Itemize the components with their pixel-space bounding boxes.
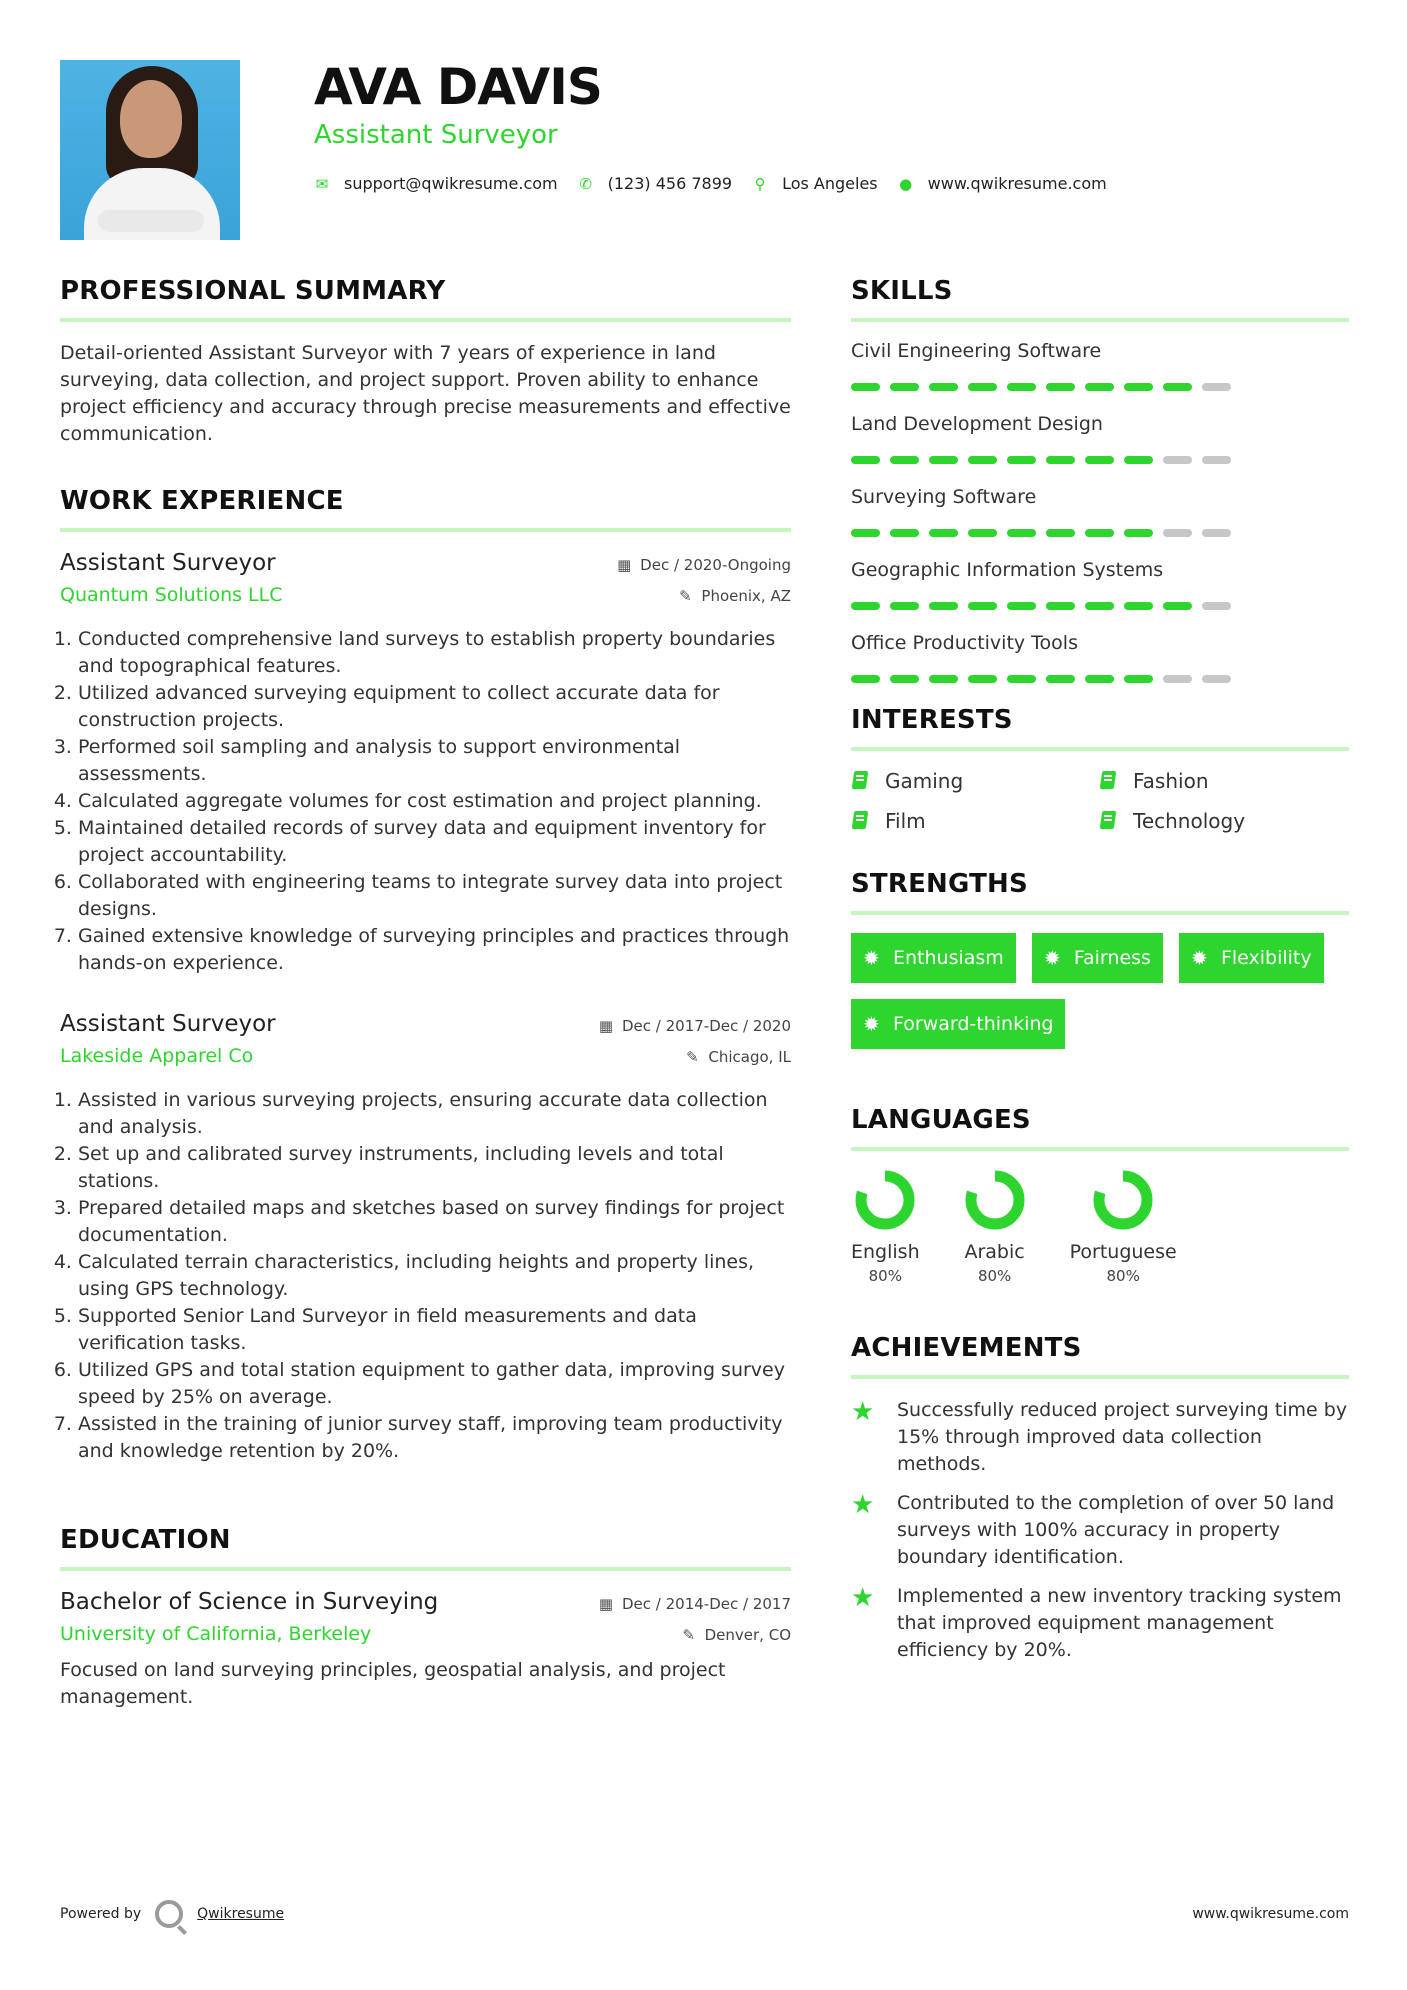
job-title: Assistant Surveyor [60,550,276,576]
education-title: EDUCATION [60,1525,231,1555]
degree-title: Bachelor of Science in Surveying [60,1589,439,1615]
star-icon: ★ [851,1397,875,1427]
list-item: 2. Utilized advanced surveying equipment to collect accurate data for construction projects. [78,680,791,734]
education-section [60,1525,791,1711]
meter-dot-filled [1046,602,1075,610]
language-ring [964,1169,1026,1231]
brand-link[interactable]: Qwikresume [197,1906,285,1922]
badge-icon [1044,949,1062,967]
meter-dot-filled [929,602,958,610]
left-column [60,276,791,1711]
meter-dot-filled [1085,602,1114,610]
interests-title: INTERESTS [851,705,1013,735]
experience-section [60,486,791,1465]
language-ring [854,1169,916,1231]
achievement-text: Successfully reduced project surveying time by 15% through improved data collection methods. [897,1399,1348,1475]
pushpin-icon: ✎ [682,1626,695,1644]
contact-phone[interactable]: (123) 456 7899 [607,174,733,193]
strength-tag [851,933,1016,983]
list-item: 3. Performed soil sampling and analysis to support environmental assessments. [78,734,791,788]
language-item [964,1169,1026,1285]
language-ring [1092,1169,1154,1231]
language-name: English [851,1241,920,1263]
achievement-item [851,1490,1349,1571]
skill-item [851,559,1349,610]
strength-label: Forward-thinking [893,1013,1054,1035]
strength-label: Flexibility [1220,947,1312,969]
achievement-text: Contributed to the completion of over 50 land surveys with 100% accuracy in property boundary identification. [897,1492,1335,1568]
candidate-name: AVA DAVIS [314,58,602,116]
education-location: Denver, CO [704,1626,791,1644]
footer-url[interactable]: www.qwikresume.com [1192,1906,1349,1922]
meter-dot-filled [890,602,919,610]
section-divider [851,911,1349,915]
meter-dot-empty [1163,675,1192,683]
section-divider [851,318,1349,322]
calendar-icon: ▦ [598,1017,614,1035]
interests-section [851,705,1349,833]
skill-name: Surveying Software [851,486,1037,508]
meter-dot-filled [851,675,880,683]
pushpin-icon: ✎ [686,1048,699,1066]
book-icon [851,811,869,831]
meter-dot-filled [1046,675,1075,683]
skill-meter [851,383,1349,391]
calendar-icon: ▦ [617,556,632,574]
strength-label: Fairness [1073,947,1151,969]
skill-name: Land Development Design [851,413,1103,435]
strengths-title: STRENGTHS [851,869,1028,899]
meter-dot-filled [890,529,919,537]
list-item: 7. Assisted in the training of junior survey staff, improving team productivity and knowledge retention by 20%. [78,1411,791,1465]
section-divider [60,318,791,322]
list-item: 1. Assisted in various surveying projects, ensuring accurate data collection and analysis. [78,1087,791,1141]
contact-website[interactable]: www.qwikresume.com [927,174,1107,193]
meter-dot-filled [890,456,919,464]
section-divider [851,1375,1349,1379]
meter-dot-filled [1163,383,1192,391]
book-icon [851,771,869,791]
job-dates: Dec / 2020-Ongoing [640,556,791,574]
experience-title: WORK EXPERIENCE [60,486,344,516]
skill-meter [851,602,1349,610]
candidate-role: Assistant Surveyor [314,120,558,150]
list-item: 4. Calculated terrain characteristics, including heights and property lines, using GPS technology. [78,1249,791,1303]
language-item [1070,1169,1177,1285]
achievements-section [851,1333,1349,1664]
star-icon: ★ [851,1490,875,1520]
interest-label: Film [885,809,926,833]
strength-label: Enthusiasm [893,947,1004,969]
book-icon [1099,811,1117,831]
meter-dot-filled [1163,602,1192,610]
language-percent: 80% [868,1267,902,1285]
strength-tag [851,999,1065,1049]
summary-section [60,276,791,448]
list-item: 2. Set up and calibrated survey instruments, including levels and total stations. [78,1141,791,1195]
meter-dot-filled [1085,529,1114,537]
meter-dot-filled [1085,675,1114,683]
powered-by-label: Powered by [60,1906,142,1922]
globe-icon: ● [899,174,913,193]
section-divider [851,1147,1349,1151]
badge-icon [1191,949,1209,967]
interest-label: Technology [1133,809,1246,833]
list-item: 6. Collaborated with engineering teams to integrate survey data into project designs. [78,869,791,923]
meter-dot-filled [1007,456,1036,464]
right-column [851,276,1349,1676]
meter-dot-empty [1163,456,1192,464]
education-dates: Dec / 2014-Dec / 2017 [622,1595,791,1613]
meter-dot-filled [1085,383,1114,391]
list-item: 7. Gained extensive knowledge of surveying principles and practices through hands-on experience. [78,923,791,977]
meter-dot-filled [1124,529,1153,537]
skill-item [851,340,1349,391]
job-bullets [60,626,791,977]
interest-item [1099,809,1347,833]
meter-dot-filled [1124,383,1153,391]
meter-dot-filled [968,675,997,683]
achievement-item [851,1397,1349,1478]
meter-dot-empty [1163,529,1192,537]
meter-dot-empty [1202,529,1231,537]
map-pin-icon: ⚲ [754,174,766,193]
language-ring-arc [971,1176,1019,1224]
meter-dot-filled [968,529,997,537]
list-item: 6. Utilized GPS and total station equipment to gather data, improving survey speed by 25% on average. [78,1357,791,1411]
contact-location: Los Angeles [782,174,878,193]
pushpin-icon: ✎ [679,587,692,605]
education-text: Focused on land surveying principles, geospatial analysis, and project management. [60,1659,726,1708]
skill-item [851,632,1349,683]
list-item: 3. Prepared detailed maps and sketches based on survey findings for project documentation. [78,1195,791,1249]
job-location: Chicago, IL [708,1048,791,1066]
list-item: 4. Calculated aggregate volumes for cost estimation and project planning. [78,788,791,815]
meter-dot-filled [929,383,958,391]
qwikresume-logo-icon [155,1900,183,1928]
badge-icon [863,1015,881,1033]
achievements-title: ACHIEVEMENTS [851,1333,1082,1363]
summary-text: Detail-oriented Assistant Surveyor with 7 years of experience in land surveying, data collection, and project support. Proven ability to enhance project efficiency and accuracy through precise measurements and effective communication. [60,342,791,445]
meter-dot-filled [1046,529,1075,537]
skill-meter [851,675,1349,683]
meter-dot-filled [1046,456,1075,464]
skill-item [851,413,1349,464]
list-item: 1. Conducted comprehensive land surveys to establish property boundaries and topographical features. [78,626,791,680]
envelope-icon: ✉ [315,174,329,193]
meter-dot-empty [1202,602,1231,610]
language-item [851,1169,920,1285]
interest-label: Gaming [885,769,964,793]
school-name: University of California, Berkeley [60,1623,372,1645]
meter-dot-filled [890,383,919,391]
section-divider [851,747,1349,751]
skill-meter [851,529,1349,537]
meter-dot-filled [929,529,958,537]
meter-dot-filled [968,383,997,391]
interest-item [851,769,1099,793]
meter-dot-filled [1007,675,1036,683]
job-entry [60,1011,791,1465]
job-entry [60,550,791,977]
meter-dot-empty [1202,456,1231,464]
language-name: Arabic [964,1241,1025,1263]
profile-photo [60,60,240,240]
book-icon [1099,771,1117,791]
skill-name: Civil Engineering Software [851,340,1102,362]
language-percent: 80% [977,1267,1012,1285]
interest-label: Fashion [1133,769,1209,793]
meter-dot-filled [929,675,958,683]
section-divider [60,528,791,532]
meter-dot-filled [851,456,880,464]
skill-name: Geographic Information Systems [851,559,1164,581]
language-ring-arc [1099,1176,1147,1224]
summary-title: PROFESSIONAL SUMMARY [60,276,446,306]
meter-dot-filled [1046,383,1075,391]
meter-dot-filled [851,529,880,537]
strength-tag [1179,933,1324,983]
skills-title: SKILLS [851,276,953,306]
contact-bar [314,174,1127,193]
achievement-item [851,1583,1349,1664]
skills-section [851,276,1349,683]
list-item: 5. Supported Senior Land Surveyor in field measurements and data verification tasks. [78,1303,791,1357]
meter-dot-filled [851,383,880,391]
achievement-text: Implemented a new inventory tracking system that improved equipment management efficiency by 20%. [897,1585,1342,1661]
languages-title: LANGUAGES [851,1105,1031,1135]
skill-name: Office Productivity Tools [851,632,1078,654]
meter-dot-empty [1202,383,1231,391]
language-name: Portuguese [1069,1241,1177,1263]
job-dates: Dec / 2017-Dec / 2020 [622,1017,791,1035]
contact-email[interactable]: support@qwikresume.com [344,174,558,193]
meter-dot-filled [851,602,880,610]
meter-dot-filled [1007,602,1036,610]
meter-dot-filled [1085,456,1114,464]
strength-tag [1032,933,1163,983]
interest-item [1099,769,1347,793]
company-name: Lakeside Apparel Co [60,1045,254,1067]
phone-icon: ✆ [579,174,592,193]
strengths-section [851,869,1349,1065]
section-divider [60,1567,791,1571]
list-item: 5. Maintained detailed records of survey data and equipment inventory for project accountability. [78,815,791,869]
company-name: Quantum Solutions LLC [60,584,283,606]
calendar-icon: ▦ [598,1595,614,1613]
skill-meter [851,456,1349,464]
interest-item [851,809,1099,833]
meter-dot-filled [968,602,997,610]
meter-dot-filled [929,456,958,464]
meter-dot-filled [968,456,997,464]
meter-dot-filled [1124,456,1153,464]
meter-dot-filled [1124,675,1153,683]
skill-item [851,486,1349,537]
language-percent: 80% [1106,1267,1140,1285]
languages-section [851,1105,1349,1285]
meter-dot-empty [1202,675,1231,683]
footer [60,1900,1349,1928]
job-bullets [60,1087,791,1465]
badge-icon [863,949,881,967]
meter-dot-filled [1007,529,1036,537]
language-ring-arc [861,1176,909,1224]
meter-dot-filled [890,675,919,683]
meter-dot-filled [1124,602,1153,610]
star-icon: ★ [851,1583,875,1613]
meter-dot-filled [1007,383,1036,391]
job-title: Assistant Surveyor [60,1011,276,1037]
job-location: Phoenix, AZ [701,587,791,605]
